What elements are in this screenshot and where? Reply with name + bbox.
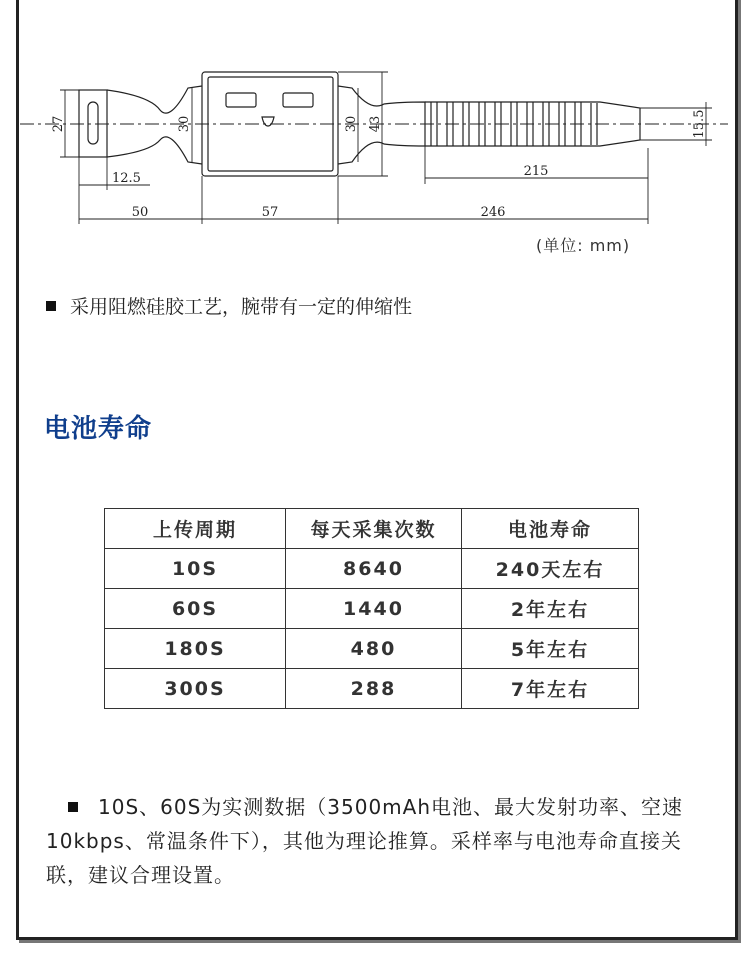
- bullet-square-icon: [68, 802, 78, 812]
- table-row: [105, 549, 639, 589]
- table-header-row: [105, 509, 639, 549]
- dim-15-5: 15.5: [692, 109, 707, 139]
- header-daily-samples: 每天采集次数: [286, 509, 462, 549]
- cell-period: 60S: [105, 589, 286, 629]
- header-battery-life: 电池寿命: [462, 509, 639, 549]
- footnote: [46, 790, 706, 892]
- dim-215: 215: [523, 164, 549, 179]
- cell-life: 7年左右: [462, 669, 639, 709]
- sensor-mark: [262, 117, 274, 126]
- bullet-square-icon: [46, 301, 56, 311]
- dim-30-right: 30: [344, 115, 359, 133]
- section-title: 电池寿命: [44, 414, 153, 444]
- cell-samples: 1440: [286, 589, 462, 629]
- dim-57: 57: [261, 205, 279, 220]
- header-upload-period: 上传周期: [105, 509, 286, 549]
- led-window-right: [283, 93, 313, 107]
- cell-life: 2年左右: [462, 589, 639, 629]
- dim-27: 27: [51, 115, 66, 133]
- led-window-left: [226, 93, 256, 107]
- cell-life: 5年左右: [462, 629, 639, 669]
- feature-bullet: [46, 292, 412, 319]
- battery-life-table: [104, 508, 639, 709]
- cell-period: 300S: [105, 669, 286, 709]
- cell-life: 240天左右: [462, 549, 639, 589]
- cell-samples: 8640: [286, 549, 462, 589]
- dim-50: 50: [131, 205, 149, 220]
- left-strap-bottom: [107, 137, 202, 164]
- unit-note: (单位: mm): [536, 236, 631, 255]
- table-row: [105, 629, 639, 669]
- table-row: [105, 589, 639, 629]
- buckle-slot: [88, 102, 98, 144]
- dim-246: 246: [480, 205, 506, 220]
- table-row: [105, 669, 639, 709]
- cell-samples: 288: [286, 669, 462, 709]
- dim-30-left: 30: [177, 115, 192, 133]
- cell-period: 180S: [105, 629, 286, 669]
- dimension-drawing: [0, 0, 750, 260]
- feature-text: 采用阻燃硅胶工艺，腕带有一定的伸缩性: [70, 296, 413, 318]
- dim-12-5: 12.5: [112, 171, 141, 186]
- left-strap-top: [107, 86, 202, 113]
- footnote-text: 10S、60S为实测数据（3500mAh电池、最大发射功率、空速10kbps、常温条件下），其他为理论推算。采样率与电池寿命直接关联，建议合理设置。: [46, 795, 684, 887]
- dim-43: 43: [368, 115, 383, 133]
- cell-samples: 480: [286, 629, 462, 669]
- cell-period: 10S: [105, 549, 286, 589]
